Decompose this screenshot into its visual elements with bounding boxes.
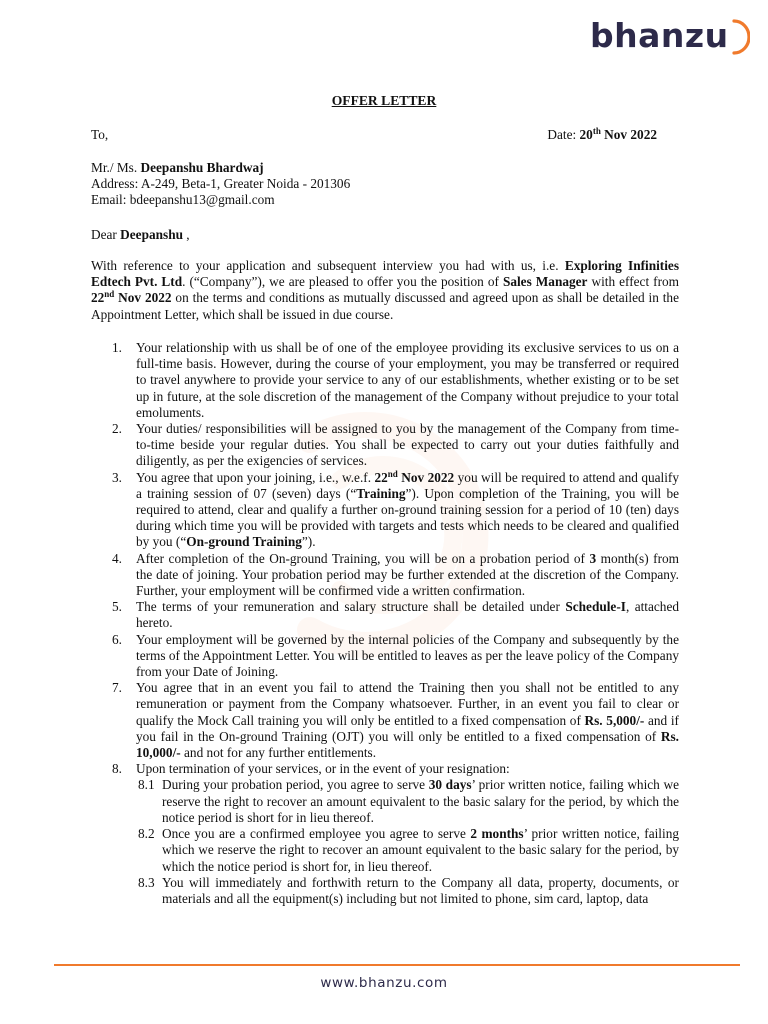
recipient-block	[91, 160, 681, 209]
sub-list-item: 8.2 Once you are a confirmed employee you agree to serve 2 months’ prior written notice, failing which we reserve the right to recover an amount equivalent to the basic salary for the period, by which the notice period is short for, in lieu thereof.	[138, 826, 679, 874]
list-item: 1. Your relationship with us shall be of one of the employee providing its exclusive services to us on a full-time basis. However, during the course of your employment, you may be transferred or required to travel anywhere to provide your service to any of our establishments, whether existing or to be set up in future, at the sole discretion of the management of the Company without prejudice to your total emoluments.	[112, 340, 679, 420]
recipient-address: Address: A-249, Beta-1, Greater Noida - 201306	[91, 176, 351, 192]
list-item: 4. After completion of the On-ground Training, you will be on a probation period of 3 month(s) from the date of joining. Your probation period may be further extended at the discretion of the Company. Further, your employment will be confirmed vide a written confirmation.	[112, 550, 679, 599]
salutation: Dear Deepanshu ,	[91, 227, 190, 242]
letter-date: Date: 20th Nov 2022	[547, 126, 657, 142]
terms-list	[91, 340, 679, 907]
list-item: 7. You agree that in an event you fail to attend the Training then you shall not be entitled to any remuneration or payment from the Company whatsoever. Further, in an event you fail to clear or qualify the Mock Call training you will only be entitled to a fixed compensation of Rs. 5,000/- and if you fail in the On-ground Training (OJT) you will only be entitled to a fixed compensation of Rs. 10,000/- and not for any further entitlements.	[112, 680, 679, 761]
recipient-name: Mr./ Ms. Deepanshu Bhardwaj	[91, 160, 264, 175]
to-label: To,	[91, 127, 109, 142]
footer-website-link[interactable]: www.bhanzu.com	[320, 975, 448, 991]
bhanzu-logo	[590, 14, 755, 64]
recipient-email: Email: bdeepanshu13@gmail.com	[91, 192, 275, 208]
page-title: OFFER LETTER	[331, 93, 437, 108]
logo-wordmark: bhanzu	[590, 16, 729, 55]
logo-arc-icon	[730, 17, 750, 57]
list-item: 3. You agree that upon your joining, i.e., w.e.f. 22nd Nov 2022 you will be required to attend and qualify a training session of 07 (seven) days (“Training”). Upon completion of the Training, you will be required to attend, clear and qualify a further on-ground training session for a period of 10 (ten) days during which time you will be provided with targets and tests which needs to be cleared and qualified by you (“On-ground Training”).	[112, 468, 679, 550]
intro-paragraph: With reference to your application and subsequent interview you had with us, i.e. Exploring Infinities Edtech Pvt. Ltd. (“Company”), we are pleased to offer you the position of Sales Manager with effect from 22nd Nov 2022 on the terms and conditions as mutually discussed and agreed upon as shall be detailed in the Appointment Letter, which shall be issued in due course.	[91, 258, 680, 322]
sub-list-item: 8.1 During your probation period, you agree to serve 30 days’ prior written notice, failing which we reserve the right to recover an amount equivalent to the basic salary for the period, by which the notice period is short for in lieu thereof.	[138, 777, 679, 825]
list-item: 5. The terms of your remuneration and salary structure shall be detailed under Schedule-I, attached hereto.	[112, 599, 679, 631]
list-item: 2. Your duties/ responsibilities will be assigned to you by the management of the Company from time-to-time beside your regular duties. You shall be expected to carry out your duties faithfully and diligently, as per the exigencies of services.	[112, 421, 679, 469]
list-item: 8. Upon termination of your services, or in the event of your resignation:	[112, 761, 510, 777]
header-row	[91, 127, 657, 143]
footer-divider	[54, 964, 740, 966]
sub-list-item: 8.3 You will immediately and forthwith return to the Company all data, property, documents, or materials and all the equipment(s) including but not limited to phone, sim card, laptop, data	[138, 874, 679, 906]
list-item: 6. Your employment will be governed by the internal policies of the Company and subsequently by the terms of the Appointment Letter. You will be entitled to leaves as per the leave policy of the Company from your Date of Joining.	[112, 631, 679, 680]
